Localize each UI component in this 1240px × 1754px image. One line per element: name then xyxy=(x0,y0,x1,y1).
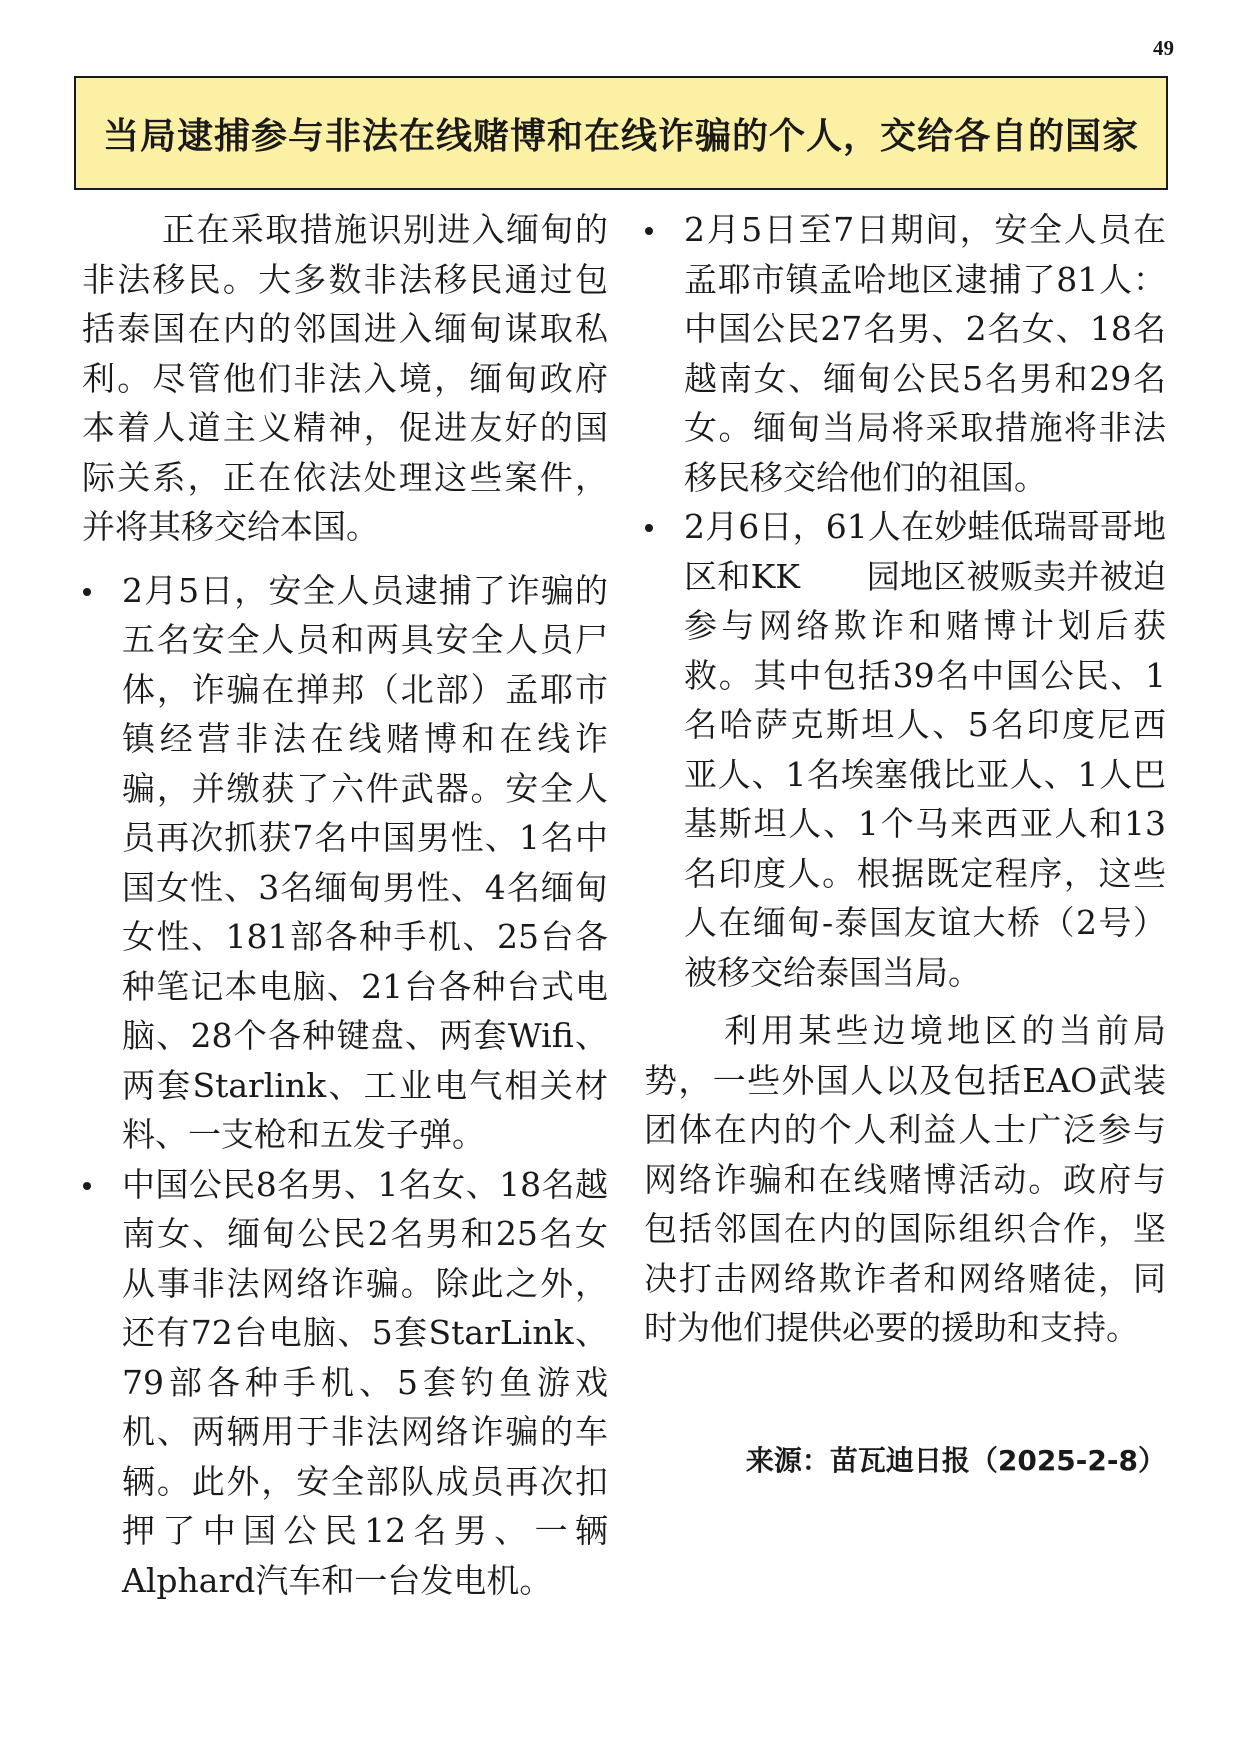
bullet-item: 中国公民8名男、1名女、18名越南女、缅甸公民2名男和25名女从事非法网络诈骗。除此之外，还有72台电脑、5套StarLink、79部各种手机、5套钓鱼游戏机、两辆用于非法网络诈骗的车辆。此外，安全部队成员再次扣押了中国公民12名男、一辆Alphard汽车和一台发电机。 xyxy=(82,1160,608,1606)
bullet-item: 2月5日，安全人员逮捕了诈骗的五名安全人员和两具安全人员尸体，诈骗在掸邦（北部）孟耶市镇经营非法在线赌博和在线诈骗，并缴获了六件武器。安全人员再次抓获7名中国男性、1名中国女性、3名缅甸男性、4名缅甸女性、181部各种手机、25台各种笔记本电脑、21台各种台式电脑、28个各种键盘、两套Wifi、两套Starlink、工业电气相关材料、一支枪和五发子弹。 xyxy=(82,566,608,1160)
article-title: 当局逮捕参与非法在线赌博和在线诈骗的个人，交给各自的国家 xyxy=(102,115,1139,157)
bullet-item: 2月6日，61人在妙蛙低瑞哥哥地区和KK 园地区被贩卖并被迫参与网络欺诈和赌博计划后获救。其中包括39名中国公民、1名哈萨克斯坦人、5名印度尼西亚人、1名埃塞俄比亚人、1人巴基斯坦人、1个马来西亚人和13名印度人。根据既定程序，这些人在缅甸-泰国友谊大桥（2号）被移交给泰国当局。 xyxy=(644,502,1166,997)
bullet-item: 2月5日至7日期间，安全人员在孟耶市镇孟哈地区逮捕了81人：中国公民27名男、2名女、18名越南女、缅甸公民5名男和29名女。缅甸当局将采取措施将非法移民移交给他们的祖国。 xyxy=(644,205,1166,502)
closing-paragraph: 利用某些边境地区的当前局势，一些外国人以及包括EAO武装团体在内的个人利益人士广泛参与网络诈骗和在线赌博活动。政府与包括邻国在内的国际组织合作，坚决打击网络欺诈者和网络赌徒，同时为他们提供必要的援助和支持。 xyxy=(644,1011,1166,1347)
right-column xyxy=(644,205,1166,1353)
intro-paragraph: 正在采取措施识别进入缅甸的非法移民。大多数非法移民通过包括泰国在内的邻国进入缅甸谋取私利。尽管他们非法入境，缅甸政府本着人道主义精神，促进友好的国际关系，正在依法处理这些案件，并将其移交给本国。 xyxy=(82,210,608,546)
source-citation: 来源：苗瓦迪日报（2025-2-8） xyxy=(745,1444,1166,1477)
title-banner xyxy=(74,76,1168,190)
right-bullet-list xyxy=(644,205,1166,997)
left-bullet-list xyxy=(82,566,608,1606)
page-number: 49 xyxy=(1153,36,1174,60)
left-column xyxy=(82,205,608,1605)
